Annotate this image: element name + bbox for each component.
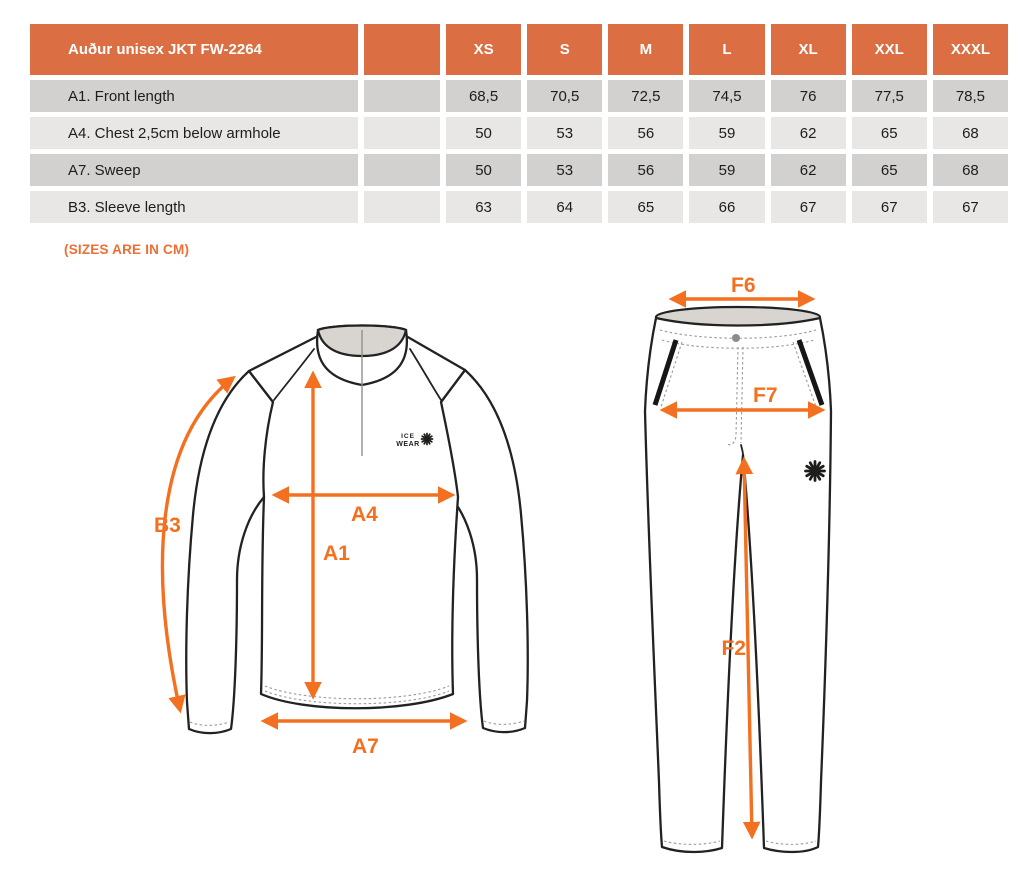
size-value: 56	[608, 117, 683, 149]
row-label: A1. Front length	[30, 80, 358, 112]
size-value: 67	[933, 191, 1008, 223]
size-header-m: M	[608, 24, 683, 75]
jacket-left-sleeve	[186, 371, 273, 733]
size-value: 53	[527, 154, 602, 186]
a4-label: A4	[351, 503, 378, 526]
size-header-xxl: XXL	[852, 24, 927, 75]
f7-label: F7	[753, 384, 778, 407]
size-header-xs: XS	[446, 24, 521, 75]
size-header-xl: XL	[771, 24, 846, 75]
spacer-header-cell	[364, 24, 440, 75]
b3-label: B3	[154, 514, 181, 537]
row-label: B3. Sleeve length	[30, 191, 358, 223]
measurement-diagram	[0, 270, 1033, 889]
table-title: Auður unisex JKT FW-2264	[30, 24, 358, 75]
row-label: A4. Chest 2,5cm below armhole	[30, 117, 358, 149]
f6-label: F6	[731, 274, 756, 297]
size-value: 53	[527, 117, 602, 149]
size-value: 70,5	[527, 80, 602, 112]
size-value: 66	[689, 191, 764, 223]
size-value: 63	[446, 191, 521, 223]
size-value: 62	[771, 117, 846, 149]
size-table	[30, 24, 1008, 223]
sizes-in-cm-note: (SIZES ARE IN CM)	[64, 242, 190, 257]
size-value: 65	[608, 191, 683, 223]
spacer-cell	[364, 80, 440, 112]
size-value: 74,5	[689, 80, 764, 112]
spacer-cell	[364, 154, 440, 186]
size-value: 59	[689, 117, 764, 149]
size-value: 64	[527, 191, 602, 223]
row-label: A7. Sweep	[30, 154, 358, 186]
f2-label: F2	[721, 637, 746, 660]
size-value: 50	[446, 154, 521, 186]
size-header-s: S	[527, 24, 602, 75]
waist-button	[732, 334, 740, 342]
size-value: 77,5	[852, 80, 927, 112]
size-value: 68,5	[446, 80, 521, 112]
size-value: 67	[852, 191, 927, 223]
logo-text-ice: ICE	[401, 433, 415, 440]
logo-text-wear: WEAR	[396, 441, 420, 448]
size-value: 56	[608, 154, 683, 186]
size-value: 65	[852, 117, 927, 149]
jacket-drawing	[154, 326, 528, 759]
size-value: 78,5	[933, 80, 1008, 112]
pants-drawing	[645, 274, 831, 852]
size-value: 59	[689, 154, 764, 186]
size-value: 50	[446, 117, 521, 149]
spacer-cell	[364, 191, 440, 223]
spacer-cell	[364, 117, 440, 149]
size-value: 72,5	[608, 80, 683, 112]
size-header-xxxl: XXXL	[933, 24, 1008, 75]
a7-label: A7	[352, 735, 379, 758]
size-value: 76	[771, 80, 846, 112]
size-value: 62	[771, 154, 846, 186]
pants-body	[645, 318, 831, 852]
a1-label: A1	[323, 542, 350, 565]
size-value: 68	[933, 117, 1008, 149]
size-value: 67	[771, 191, 846, 223]
size-value: 68	[933, 154, 1008, 186]
size-value: 65	[852, 154, 927, 186]
size-header-l: L	[689, 24, 764, 75]
